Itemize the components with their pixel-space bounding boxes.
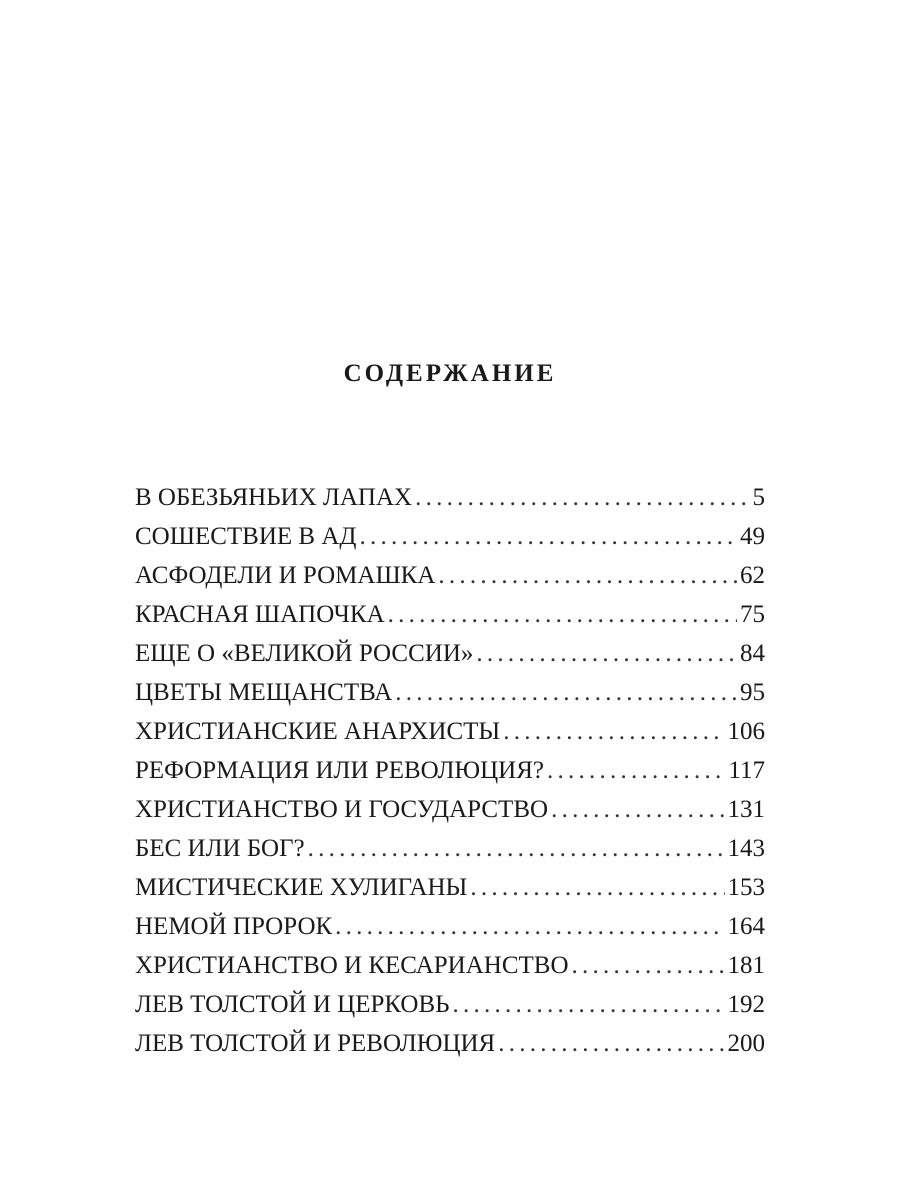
- toc-entry: [135, 556, 765, 595]
- toc-entry-page: 131: [727, 796, 765, 823]
- toc-entry-page: 117: [728, 757, 765, 784]
- toc-entry-page: 75: [740, 601, 765, 628]
- toc-entry-page: 153: [727, 874, 765, 901]
- dot-leader: [359, 517, 737, 556]
- dot-leader: [470, 868, 724, 907]
- toc-entry-title: ХРИСТИАНСТВО И КЕСАРИАНСТВО: [135, 952, 569, 979]
- toc-entry-title: ХРИСТИАНСТВО И ГОСУДАРСТВО: [135, 796, 549, 823]
- toc-entry: [135, 790, 765, 829]
- toc-entry-page: 95: [740, 679, 765, 706]
- toc-entry: [135, 751, 765, 790]
- toc-entry: [135, 478, 765, 517]
- toc-entry: [135, 907, 765, 946]
- toc-entry: [135, 946, 765, 985]
- toc-entry-title: ЦВЕТЫ МЕЩАНСТВА: [135, 679, 393, 706]
- toc-entry: [135, 1024, 765, 1063]
- toc-entry-page: 49: [740, 523, 765, 550]
- dot-leader: [551, 790, 724, 829]
- toc-entry-page: 181: [727, 952, 765, 979]
- toc-entry-title: НЕМОЙ ПРОРОК: [135, 913, 333, 940]
- toc-entry: [135, 673, 765, 712]
- toc-entry-page: 5: [752, 484, 765, 511]
- toc-entry-page: 84: [740, 640, 765, 667]
- toc-entry-title: МИСТИЧЕСКИЕ ХУЛИГАНЫ: [135, 874, 468, 901]
- toc-entry-title: ЛЕВ ТОЛСТОЙ И ЦЕРКОВЬ: [135, 991, 450, 1018]
- toc-entry-title: СОШЕСТВИЕ В АД: [135, 523, 357, 550]
- dot-leader: [498, 1024, 724, 1063]
- dot-leader: [503, 712, 724, 751]
- toc-entry: [135, 634, 765, 673]
- toc-entry-title: БЕС ИЛИ БОГ?: [135, 835, 305, 862]
- toc-entry: [135, 829, 765, 868]
- toc-entry: [135, 868, 765, 907]
- toc-entry: [135, 985, 765, 1024]
- dot-leader: [453, 985, 725, 1024]
- dot-leader: [415, 478, 749, 517]
- toc-entry: [135, 595, 765, 634]
- toc-entry-page: 200: [727, 1030, 765, 1057]
- toc-entry-page: 192: [727, 991, 765, 1018]
- toc-entry-title: ХРИСТИАНСКИЕ АНАРХИСТЫ: [135, 718, 501, 745]
- dot-leader: [438, 556, 737, 595]
- dot-leader: [335, 907, 724, 946]
- toc-entry: [135, 517, 765, 556]
- toc-entry-page: 164: [727, 913, 765, 940]
- toc-entry: [135, 712, 765, 751]
- toc-entry-title: В ОБЕЗЬЯНЬИХ ЛАПАХ: [135, 484, 413, 511]
- toc-entry-title: КРАСНАЯ ШАПОЧКА: [135, 601, 385, 628]
- toc-entry-page: 143: [727, 835, 765, 862]
- page-title: СОДЕРЖАНИЕ: [343, 360, 557, 387]
- dot-leader: [476, 634, 737, 673]
- toc-entry-page: 106: [727, 718, 765, 745]
- toc-entry-title: ЛЕВ ТОЛСТОЙ И РЕВОЛЮЦИЯ: [135, 1030, 496, 1057]
- dot-leader: [308, 829, 725, 868]
- dot-leader: [395, 673, 737, 712]
- toc-entry-title: ЕЩЕ О «ВЕЛИКОЙ РОССИИ»: [135, 640, 474, 667]
- toc-entry-title: АСФОДЕЛИ И РОМАШКА: [135, 562, 436, 589]
- toc-entry-page: 62: [740, 562, 765, 589]
- dot-leader: [572, 946, 725, 985]
- table-of-contents: [135, 478, 765, 1063]
- dot-leader: [388, 595, 737, 634]
- dot-leader: [547, 751, 725, 790]
- toc-entry-title: РЕФОРМАЦИЯ ИЛИ РЕВОЛЮЦИЯ?: [135, 757, 545, 784]
